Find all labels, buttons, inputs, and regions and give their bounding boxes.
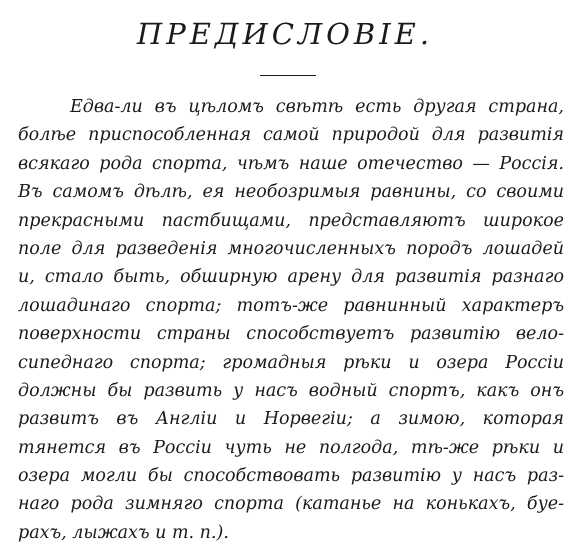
text-line: и, стало быть, обширную арену для развитія разнаго [18,267,564,288]
text-line: рахъ, лыжахъ и т. п.). [18,522,229,543]
text-line: всякаго рода спорта, чѣмъ наше отечество — Россія. [18,153,564,174]
text-line: наго рода зимняго спорта (катанье на конькахъ, буе- [18,494,564,515]
text-line: Въ самомъ дѣлѣ, ея необозримыя равнины, со своими [18,182,564,203]
text-line: поле для разведенія многочисленныхъ породъ лошадей [18,238,564,259]
text-line: поверхности страны способствуетъ развитію вело- [18,324,564,345]
text-line: озера могли бы способствовать развитію у насъ раз- [18,466,564,487]
text-line: болѣе приспособленная самой природой для развитія [18,125,564,146]
text-line: прекрасными пастбищами, представляютъ широкое [18,210,564,231]
text-line: сипеднаго спорта; громадныя рѣки и озера Россіи [18,352,564,373]
title-divider [260,75,316,76]
text-line: Едва-ли въ цѣломъ свѣтѣ есть другая страна, [70,97,564,117]
text-line: тянется въ Россіи чуть не полгода, тѣ-же рѣки и [18,437,564,458]
page-title: ПРЕДИСЛОВІЕ. [136,17,434,51]
text-line: развитъ въ Англіи и Норвегіи; а зимою, которая [18,409,564,430]
text-line: лошадинаго спорта; тотъ-же равнинный характеръ [18,295,564,316]
preface-paragraph [18,93,564,547]
text-line: должны бы развить у насъ водный спортъ, какъ онъ [18,380,564,401]
